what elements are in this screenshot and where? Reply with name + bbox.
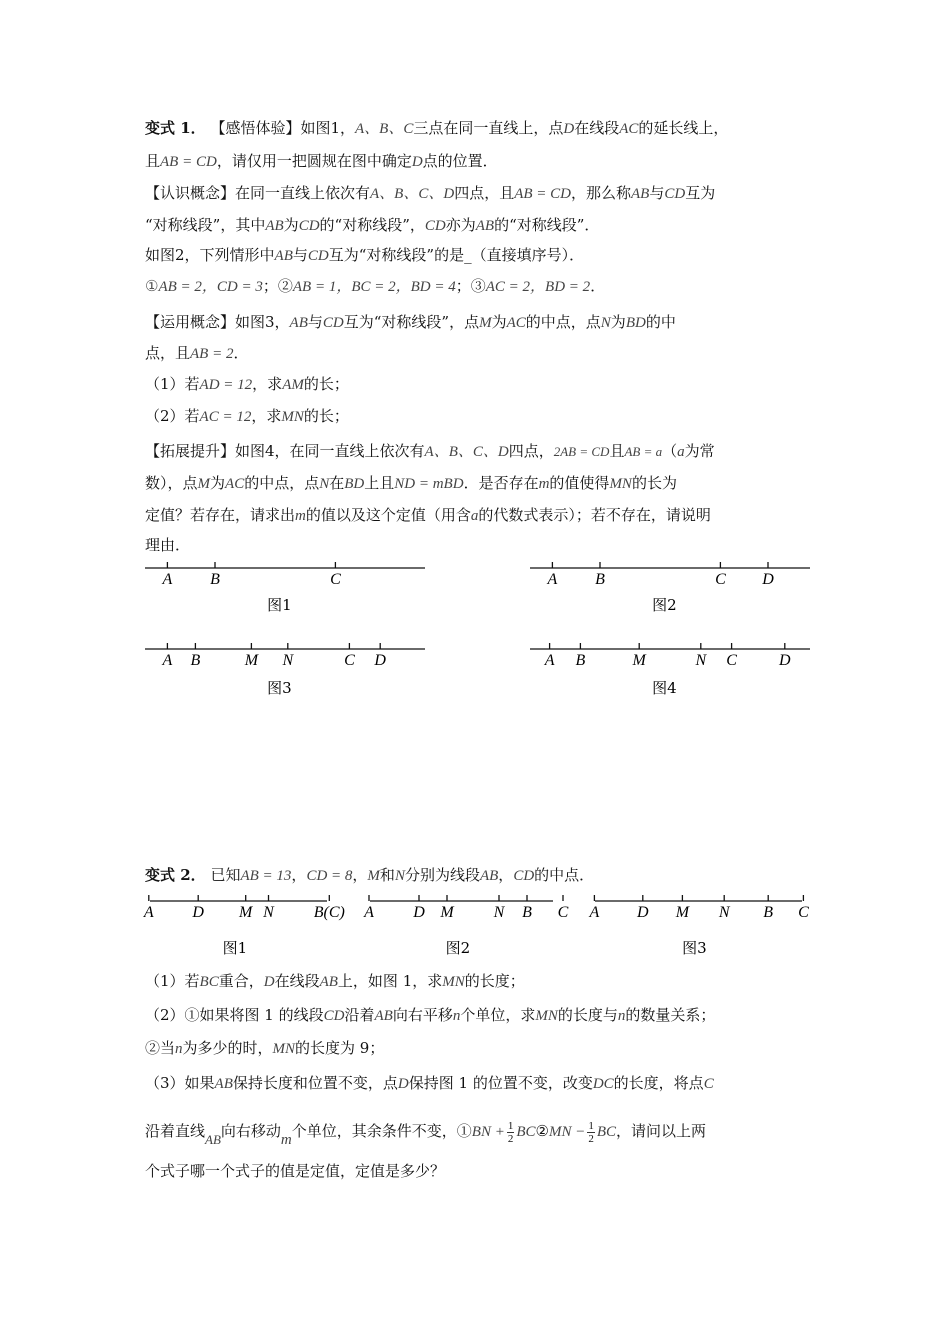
math: BN + [471,1124,505,1140]
math: AB [265,218,284,234]
q2-figure-1 [143,895,345,963]
q1-line-7 [145,311,825,334]
text: 【运用概念】如图3， [145,313,290,331]
q2-sub-3 [145,1072,825,1095]
math: CD [323,1008,345,1024]
text: 如图2，下列情形中 [145,246,275,264]
text: 的代数式表示）；若不存在，请说明 [478,506,711,524]
math: M [479,315,492,331]
point-label-A: A [589,904,600,921]
q1-line-4 [145,214,825,237]
math: D [411,154,423,170]
math: ND = mBD [394,476,464,492]
figure-caption: 图3 [682,939,707,957]
text: ．是否存在 [463,474,539,492]
text: 为多少的时， [182,1039,273,1057]
math: AB [205,1132,221,1147]
math: N [600,315,611,331]
text: 【感悟体验】如图1， [210,119,355,137]
math: CD [298,218,320,234]
math: n [175,1041,183,1057]
math: AB = CD [160,154,217,170]
text: ，请问以上两 [616,1122,707,1140]
math: A、B、C [355,121,414,137]
text: 的值以及这个定值（用含 [305,506,471,524]
q2-figure-3 [590,895,810,963]
math: AB [289,315,308,331]
text: 的延长线上， [638,119,729,137]
q1-sub-2 [145,405,825,428]
q1-line-1 [145,117,825,140]
q1-line-6 [145,275,825,298]
point-label-B(C): B(C) [313,904,345,921]
q2-sub-3b [145,1115,825,1147]
figure-caption: 图3 [267,679,292,697]
denominator: 2 [507,1132,514,1145]
math: C [703,1076,714,1092]
math: a [677,444,685,460]
figure-caption: 图2 [445,939,471,957]
math: CD [513,868,535,884]
math: CD [307,248,329,264]
point-label-A: A [547,571,558,588]
math: AD = 12 [199,377,253,393]
text: ． [590,277,606,295]
point-label-B: B [522,904,532,921]
text: ， [498,866,514,884]
point-label-A: A [162,571,173,588]
text: 三点在同一直线上，点 [413,119,564,137]
math: MN [609,476,632,492]
figure-caption: 图2 [652,596,677,614]
text: （1）若 [145,972,200,990]
point-label-M: M [675,904,690,921]
point-label-A: A [143,904,154,921]
point-label-M: M [440,904,454,921]
text: 的长为 [631,474,677,492]
denominator: 2 [588,1132,594,1145]
text: ，那么称 [571,184,632,202]
math: D [397,1076,409,1092]
point-label-D: D [374,652,386,669]
point-label-C: C [330,571,341,588]
math: A、B、C、D [424,444,509,460]
text: 与 [307,313,323,331]
math: a [470,508,479,524]
text: 为 [491,313,507,331]
q1-line-11 [145,440,825,463]
figure-caption: 图1 [222,939,248,957]
point-label-N: N [695,652,707,669]
text: 互为“对称线段”的是_（直接填序号）． [328,246,585,264]
q1-line-5 [145,244,825,267]
text: 的数量关系； [625,1006,716,1024]
math: BD [344,476,365,492]
math: AM [282,377,304,393]
math: AB [214,1076,233,1092]
math: m [295,508,306,524]
numerator: 1 [588,1119,594,1132]
math: m [538,476,550,492]
math: AB [374,1008,393,1024]
q1-label: 变式 1． [145,119,206,137]
math: CD [424,218,446,234]
text: 已知 [210,866,241,884]
point-label-M: M [239,904,253,921]
point-label-D: D [779,652,791,669]
math: AC [619,121,639,137]
text: （3）如果 [145,1074,215,1092]
text: ，求 [252,375,283,393]
math: M [367,868,380,884]
text: ， [291,866,307,884]
math: m [280,1132,292,1148]
text: 为 [610,313,626,331]
text: 个单位，求 [460,1006,536,1024]
text: 个单位，其余条件不变，① [291,1122,472,1140]
text: 的长度； [464,972,525,990]
point-label-C: C [715,571,726,588]
math: DC [592,1076,614,1092]
point-label-N: N [493,904,505,921]
text: 沿着直线 [145,1122,206,1140]
text: 的长度与 [557,1006,618,1024]
text: 理由． [145,536,191,554]
text: 亦为 [445,216,476,234]
math: BC [596,1124,616,1140]
point-label-D: D [192,904,204,921]
text: 定值？若存在，请求出 [145,506,296,524]
text: 向右移动 [220,1122,281,1140]
math: BC [516,1124,536,1140]
text: 分别为线段 [404,866,480,884]
text: 的长度，将点 [613,1074,704,1092]
point-label-N: N [263,904,274,921]
text: 且 [145,152,161,170]
math: MN − [548,1124,586,1140]
text: 在线段 [274,972,320,990]
math: MN [272,1041,296,1057]
point-label-A: A [162,652,173,669]
text: 点，且 [145,344,191,362]
q2-sub-3c [145,1160,825,1182]
text: 【拓展提升】如图4，在同一直线上依次有 [145,442,425,460]
math: AC = 2，BD = 2 [485,279,591,295]
text: 的中点． [534,866,595,884]
math: BD [625,315,646,331]
figure-caption: 图1 [267,596,292,614]
math: AB = 2 [190,346,234,362]
math: AB = 2，CD = 3 [158,279,263,295]
point-label-A: A [364,904,374,921]
q1-line-3 [145,182,825,205]
point-label-M: M [632,652,646,669]
text: 为 [210,474,226,492]
math: AB [631,186,650,202]
point-label-N: N [282,652,294,669]
point-label-C: C [798,904,809,921]
q2-figure-2 [364,895,569,963]
text: 的长度为 9； [295,1039,385,1057]
math: AB [319,974,338,990]
text: ，求 [251,407,282,425]
text: 互为“对称线段”，点 [343,313,480,331]
figure-caption: 图4 [652,679,677,697]
q1-figure-3 [145,637,425,701]
text: 向右平移 [392,1006,453,1024]
text: 为 [283,216,299,234]
point-label-B: B [575,652,586,669]
q2-line-1 [145,864,825,887]
fraction-one-half [587,1120,595,1145]
math: n [452,1008,461,1024]
point-label-B: B [210,571,220,588]
option-1-mark: ① [145,277,159,295]
point-label-D: D [762,571,774,588]
math: A、B、C、D [370,186,455,202]
math: MN [281,409,304,425]
math: n [617,1008,626,1024]
text: 互为 [685,184,716,202]
text: 上，如图 1，求 [337,972,443,990]
q2-sub-2b [145,1037,825,1060]
text: 与 [292,246,308,264]
text: 数），点 [145,474,198,492]
fraction-one-half [507,1120,515,1145]
text: ， [352,866,368,884]
math: BC [199,974,219,990]
text: 的中点，点 [525,313,601,331]
text: ． [233,344,249,362]
q1-figure-2 [530,556,810,620]
text: ②当 [145,1039,176,1057]
text: 四点，且 [454,184,515,202]
text: 的“对称线段”， [319,216,425,234]
text: 和 [379,866,395,884]
point-label-C: C [344,652,355,669]
text: 的长； [303,375,349,393]
math: AB [479,868,499,884]
math: 2AB = CD [553,444,610,459]
point-label-D: D [637,904,649,921]
text: ，请仅用一把圆规在图中确定 [216,152,412,170]
point-label-B: B [595,571,605,588]
q2-sub-1 [145,970,825,993]
text: 且 [609,442,625,460]
math: CD = 8 [306,868,353,884]
math: AB [274,248,293,264]
text: “对称线段”，其中 [145,216,266,234]
point-label-N: N [718,904,730,921]
text: 个式子哪一个式子的值是定值，定值是多少？ [145,1162,446,1180]
q2-sub-2 [145,1004,825,1027]
math: CD [322,315,344,331]
math: AB = 1，BC = 2，BD = 4 [292,279,456,295]
text: （ [662,442,678,460]
text: 在线段 [574,119,620,137]
text: 的“对称线段”． [494,216,600,234]
math: AB = a [624,444,663,459]
math: CD [664,186,686,202]
text: 点的位置． [422,152,498,170]
text: 上且 [364,474,395,492]
q1-line-2 [145,150,825,173]
q1-line-8 [145,342,825,365]
math: AB = 13 [240,868,292,884]
q1-figure-1 [145,556,425,620]
text: 的长； [303,407,349,425]
numerator: 1 [507,1119,514,1132]
text: 四点， [508,442,554,460]
point-label-M: M [244,652,259,669]
math: AB = CD [514,186,571,202]
math: M [197,476,211,492]
q1-sub-1 [145,373,825,396]
text: 重合， [218,972,264,990]
q1-figure-4 [530,637,810,701]
point-label-D: D [413,904,425,921]
text: （2）若 [145,407,200,425]
text: 为常 [684,442,715,460]
text: 【认识概念】在同一直线上依次有 [145,184,371,202]
text: （2）①如果将图 1 的线段 [145,1006,324,1024]
q1-line-12 [145,472,825,495]
math: MN [535,1008,558,1024]
point-label-C: C [726,652,737,669]
text: 与 [649,184,665,202]
point-label-C: C [557,904,569,921]
math: D [263,974,275,990]
point-label-A: A [544,652,555,669]
math: MN [442,974,465,990]
text: 保持长度和位置不变，点 [232,1074,398,1092]
q1-line-13 [145,504,825,527]
text: 沿着 [344,1006,375,1024]
text: ；② [262,277,293,295]
point-label-B: B [763,904,774,921]
math: AC = 12 [199,409,252,425]
math: AB [475,218,495,234]
text: （1）若 [145,375,200,393]
math: N [319,476,330,492]
text: 的值使得 [549,474,610,492]
q2-label: 变式 2． [145,866,206,884]
q1-line-14 [145,534,825,556]
text: 的中 [645,313,676,331]
text: 的中点，点 [244,474,320,492]
math: AC [506,315,526,331]
text: 保持图 1 的位置不变，改变 [408,1074,593,1092]
math: N [394,868,405,884]
text: 在 [329,474,345,492]
math: AC [225,476,245,492]
math: D [563,121,575,137]
text: ② [535,1122,549,1140]
text: ；③ [455,277,486,295]
point-label-B: B [190,652,201,669]
